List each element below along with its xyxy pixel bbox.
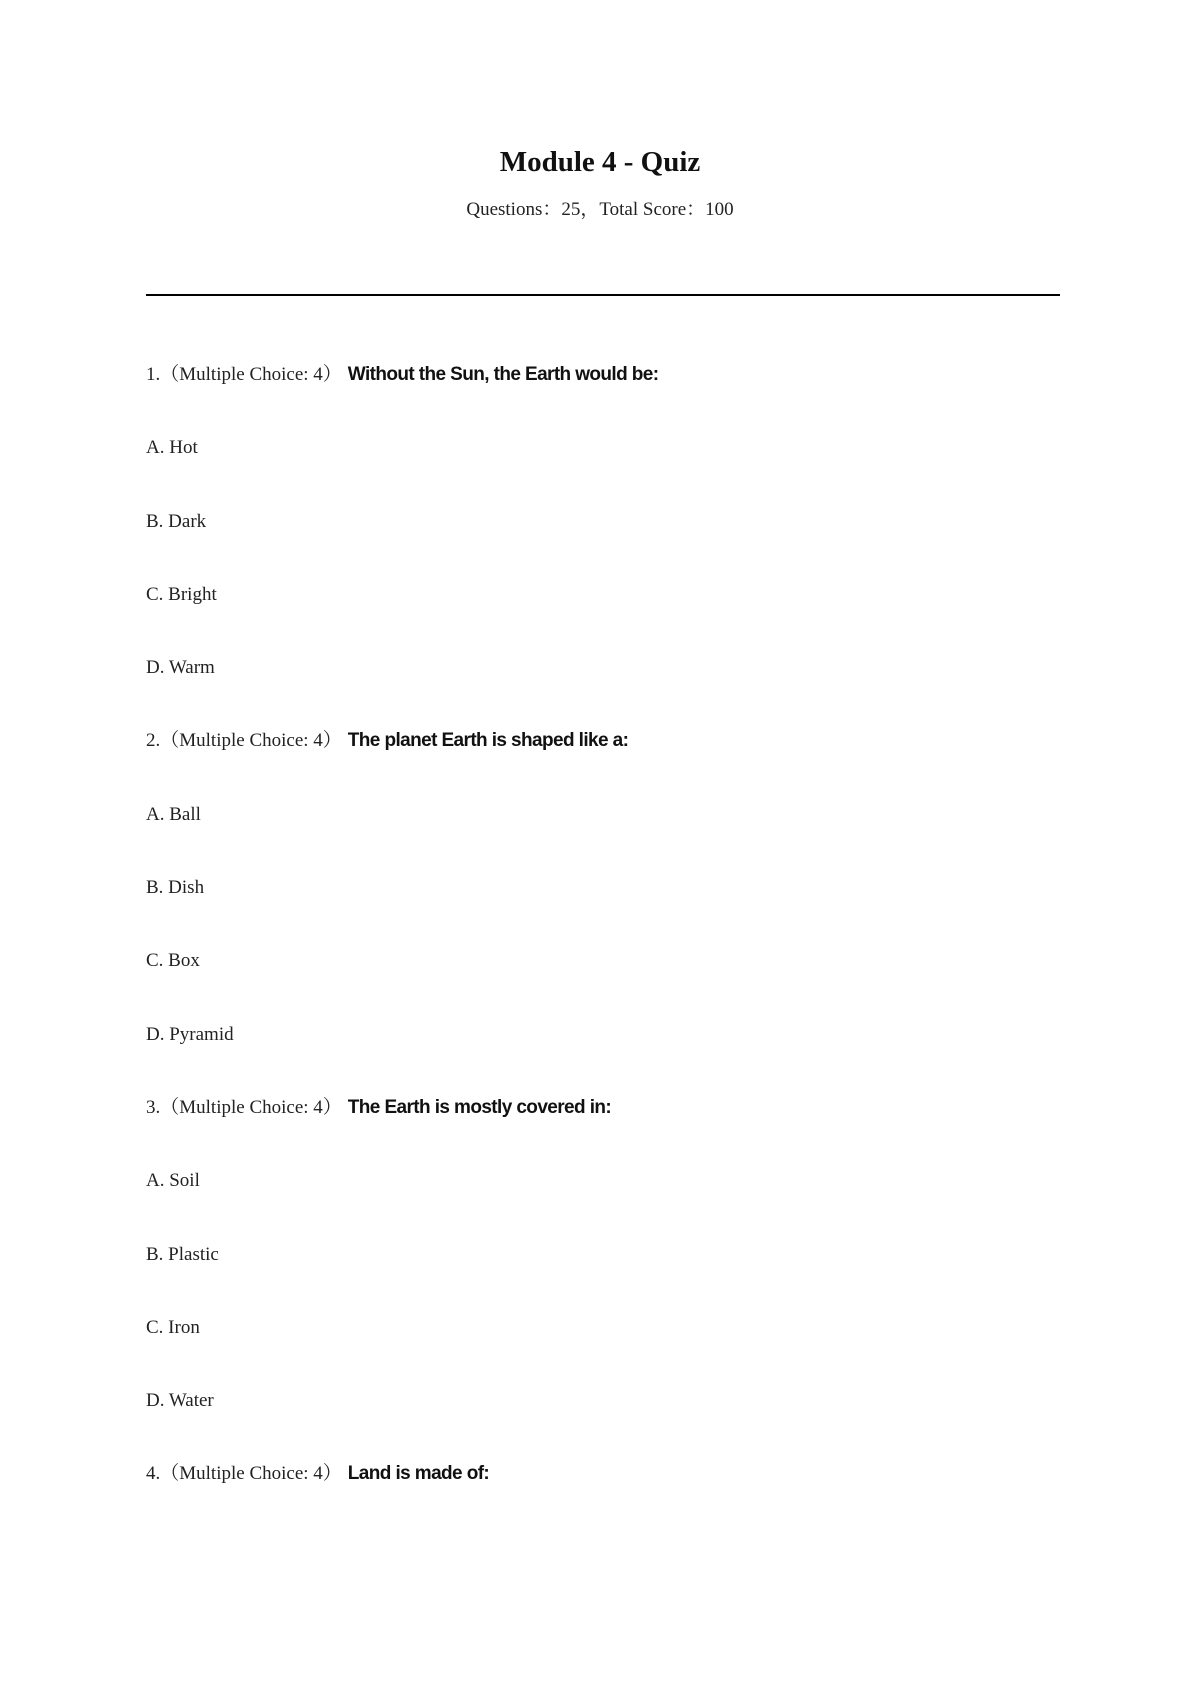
answer-option-c[interactable]: C. Bright: [146, 583, 217, 605]
question-2: [146, 728, 1060, 1094]
answer-option-d[interactable]: D. Pyramid: [146, 1023, 234, 1045]
question-text: Without the Sun, the Earth would be:: [347, 364, 659, 385]
question-text: The planet Earth is shaped like a:: [347, 730, 629, 752]
question-3: [146, 1095, 1060, 1461]
question-type: 3.（Multiple Choice: 4）: [146, 1096, 342, 1118]
answer-option-b[interactable]: B. Dish: [146, 877, 205, 899]
question-4: [146, 1461, 1060, 1534]
question-text: The Earth is mostly covered in:: [347, 1096, 612, 1118]
answer-option-d[interactable]: D. Water: [146, 1390, 214, 1412]
question-heading: [146, 1461, 1060, 1534]
quiz-summary: Questions：25，Total Score：100: [466, 199, 734, 220]
question-heading: [146, 362, 1060, 435]
answer-option-b[interactable]: B. Plastic: [146, 1243, 219, 1265]
answer-option-c[interactable]: C. Box: [146, 950, 200, 972]
question-text: Land is made of:: [347, 1463, 490, 1485]
question-list: [146, 362, 1060, 1535]
question-type: 4.（Multiple Choice: 4）: [146, 1463, 342, 1485]
answer-option-c[interactable]: C. Iron: [146, 1316, 200, 1338]
answer-option-b[interactable]: B. Dark: [146, 510, 207, 532]
question-heading: [146, 1095, 1060, 1168]
page-title: Module 4 - Quiz: [499, 146, 701, 178]
answer-option-a[interactable]: A. Hot: [146, 437, 198, 459]
answer-option-d[interactable]: D. Warm: [146, 657, 215, 679]
question-type: 1.（Multiple Choice: 4）: [146, 364, 342, 385]
question-type: 2.（Multiple Choice: 4）: [146, 730, 342, 752]
header-divider: [146, 294, 1060, 296]
answer-option-a[interactable]: A. Soil: [146, 1170, 200, 1192]
answer-option-a[interactable]: A. Ball: [146, 803, 201, 825]
question-heading: [146, 728, 1060, 801]
question-1: [146, 362, 1060, 728]
